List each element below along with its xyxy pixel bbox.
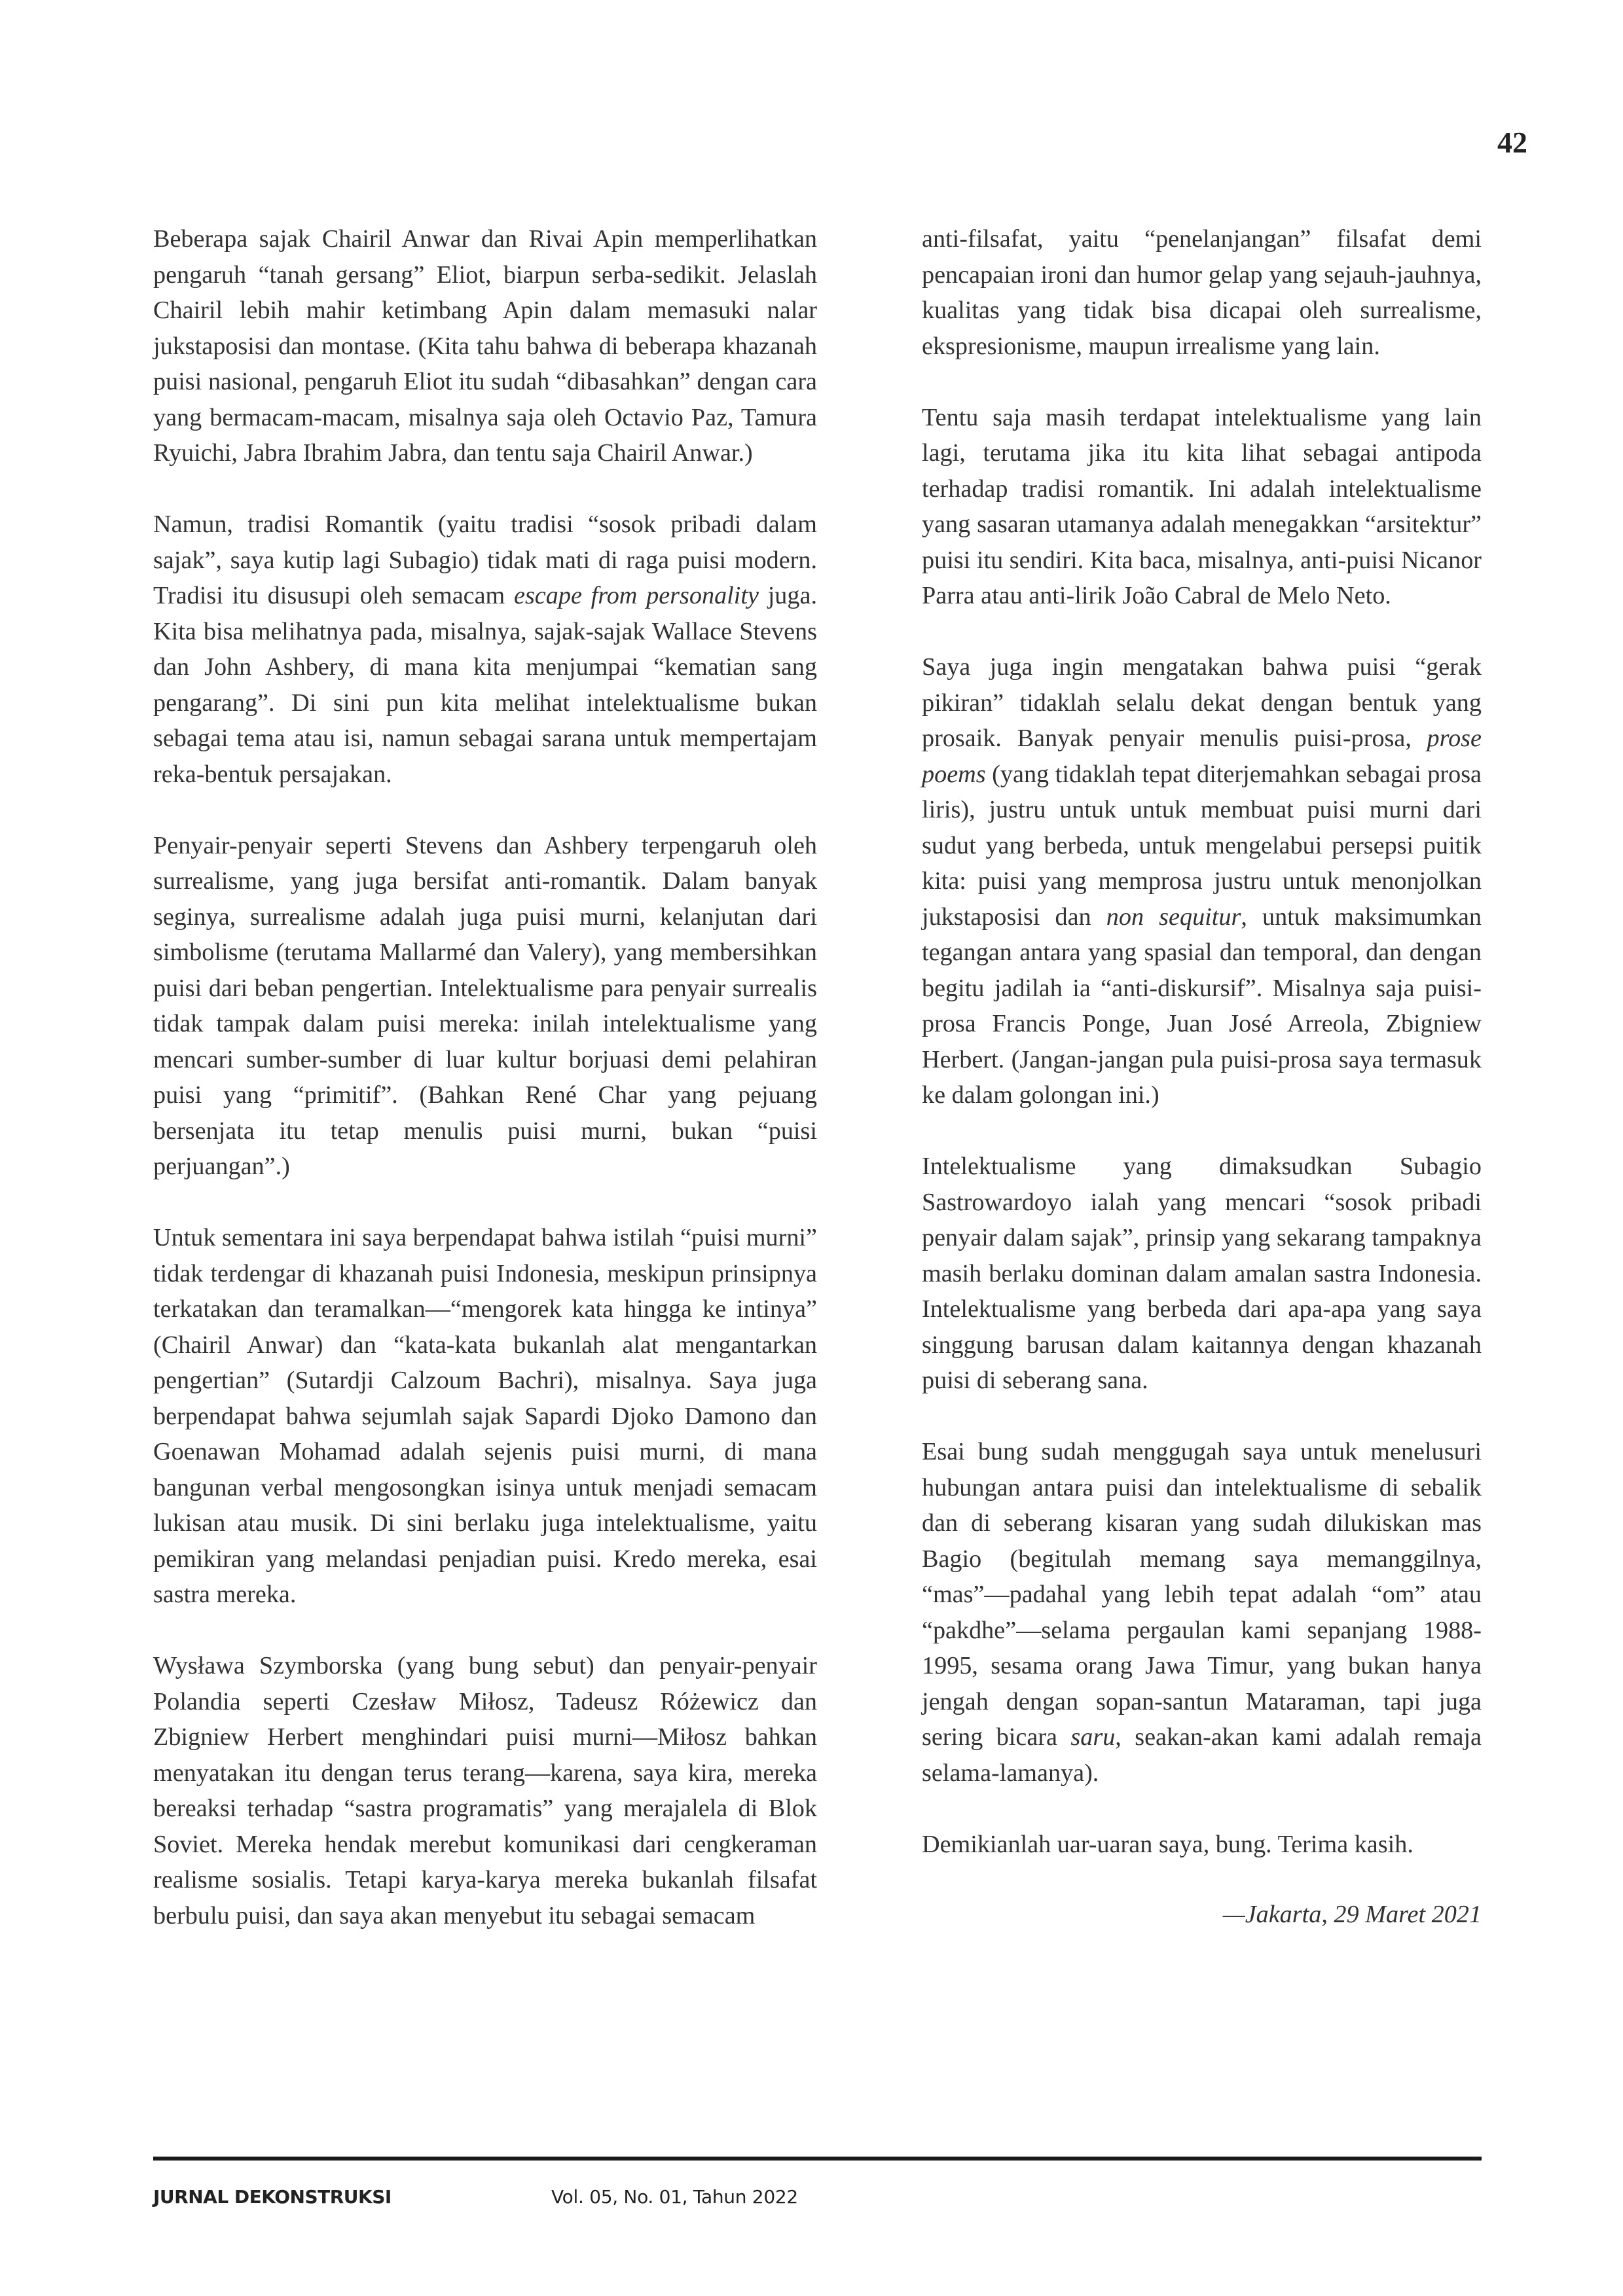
text-run: Saya juga ingin mengatakan bahwa puisi “gerak pikiran” tidaklah selalu dekat dengan bentuk yang prosaik. Banyak penyair menulis puisi-prosa, (922, 653, 1482, 752)
signature: —Jakarta, 29 Maret 2021 (1222, 1900, 1482, 1928)
italic-phrase: prose poems (922, 725, 1482, 788)
footer-divider (153, 2157, 1482, 2161)
paragraph (153, 507, 817, 792)
page-number: 42 (1497, 126, 1527, 159)
paragraph: Wysława Szymborska (yang bung sebut) dan penyair-penyair Polandia seperti Czesław Miłosz, Tadeusz Różewicz dan Zbigniew Herbert menghindari puisi murni—Miłosz bahkan menyatakan itu dengan terus terang—karena, saya kira, mereka bereaksi terhadap “sastra programatis” yang merajalela di Blok Soviet. Mereka hendak merebut komunikasi dari cengkeraman realisme sosialis. Tetapi karya-karya mereka bukanlah filsafat berbulu puisi, dan saya akan menyebut itu sebagai semacam (153, 1652, 817, 1929)
paragraph: Beberapa sajak Chairil Anwar dan Rivai Apin memperlihatkan pengaruh “tanah gersang” Eliot, biarpun serba-sedikit. Jelaslah Chairil lebih mahir ketimbang Apin dalam memasuki nalar jukstaposisi dan montase. (Kita tahu bahwa di beberapa khazanah puisi nasional, pengaruh Eliot itu sudah “dibasahkan” dengan cara yang bermacam-macam, misalnya saja oleh Octavio Paz, Tamura Ryuichi, Jabra Ibrahim Jabra, dan tentu saja Chairil Anwar.) (153, 225, 817, 467)
paragraph (922, 1434, 1482, 1791)
italic-phrase: escape from personality (514, 582, 759, 609)
italic-phrase: saru (1070, 1723, 1116, 1751)
text-run: Namun, tradisi Romantik (yaitu tradisi “sosok pribadi dalam sajak”, saya kutip lagi Subagio) tidak mati di raga puisi modern. Tradisi itu disusupi oleh semacam (153, 511, 817, 609)
right-column (922, 221, 1482, 1932)
paragraph (922, 649, 1482, 1113)
text-run: , untuk maksimumkan tegangan antara yang spasial dan temporal, dan dengan begitu jadilah ia “anti-diskursif”. Misalnya saja puisi-prosa Francis Ponge, Juan José Arreola, Zbigniew Herbert. (Jangan-jangan pula puisi-prosa saya termasuk ke dalam golongan ini.) (922, 903, 1482, 1109)
paragraph: Tentu saja masih terdapat intelektualisme yang lain lagi, terutama jika itu kita lihat sebagai antipoda terhadap tradisi romantik. Ini adalah intelektualisme yang sasaran utamanya adalah menegakkan “arsitektur” puisi itu sendiri. Kita baca, misalnya, anti-puisi Nicanor Parra atau anti-lirik João Cabral de Melo Neto. (922, 403, 1482, 609)
paragraph: Intelektualisme yang dimaksudkan Subagio Sastrowardoyo ialah yang mencari “sosok pribadi penyair dalam sajak”, prinsip yang sekarang tampaknya masih berlaku dominan dalam amalan sastra Indonesia. Intelektualisme yang berbeda dari apa-apa yang saya singgung barusan dalam kaitannya dengan khazanah puisi di seberang sana. (922, 1153, 1482, 1394)
volume-info: Vol. 05, No. 01, Tahun 2022 (551, 2186, 798, 2208)
text-run: juga. Kita bisa melihatnya pada, misalnya, sajak-sajak Wallace Stevens dan John Ashbery, di mana kita menjumpai “kematian sang pengarang”. Di sini pun kita melihat intelektualisme bukan sebagai tema atau isi, namun sebagai sarana untuk mempertajam reka-bentuk persajakan. (153, 582, 817, 788)
italic-phrase: non sequitur (1106, 903, 1241, 931)
left-column (153, 221, 817, 1933)
text-run: Esai bung sudah menggugah saya untuk menelusuri hubungan antara puisi dan intelektualisme di sebalik dan di seberang kisaran yang sudah dilukiskan mas Bagio (begitulah memang saya memanggilnya, “mas”—padahal yang lebih tepat adalah “om” atau “pakdhe”—selama pergaulan kami sepanjang 1988-1995, sesama orang Jawa Timur, yang bukan hanya jengah dengan sopan-santun Mataraman, tapi juga sering bicara (922, 1438, 1482, 1751)
paragraph: Untuk sementara ini saya berpendapat bahwa istilah “puisi murni” tidak terdengar di khazanah puisi Indonesia, meskipun prinsipnya terkatakan dan teramalkan—“mengorek kata hingga ke intinya” (Chairil Anwar) dan “kata-kata bukanlah alat mengantarkan pengertian” (Sutardji Calzoum Bachri), misalnya. Saya juga berpendapat bahwa sejumlah sajak Sapardi Djoko Damono dan Goenawan Mohamad adalah sejenis puisi murni, di mana bangunan verbal mengosongkan isinya untuk menjadi semacam lukisan atau musik. Di sini berlaku juga intelektualisme, yaitu pemikiran yang melandasi penjadian puisi. Kredo mereka, esai sastra mereka. (153, 1224, 817, 1608)
paragraph: Penyair-penyair seperti Stevens dan Ashbery terpengaruh oleh surrealisme, yang juga bersifat anti-romantik. Dalam banyak seginya, surrealisme adalah juga puisi murni, kelanjutan dari simbolisme (terutama Mallarmé dan Valery), yang membersihkan puisi dari beban pengertian. Intelektualisme para penyair surrealis tidak tampak dalam puisi mereka: inilah intelektualisme yang mencari sumber-sumber di luar kultur borjuasi demi pelahiran puisi yang “primitif”. (Bahkan René Char yang pejuang bersenjata itu tetap menulis puisi murni, bukan “puisi perjuangan”.) (153, 831, 817, 1180)
paragraph: anti-filsafat, yaitu “penelanjangan” filsafat demi pencapaian ironi dan humor gelap yang sejauh-jauhnya, kualitas yang tidak bisa dicapai oleh surrealisme, ekspresionisme, maupun irrealisme yang lain. (922, 225, 1482, 360)
journal-name: JURNAL DEKONSTRUKSI (153, 2186, 392, 2208)
text-run: (yang tidaklah tepat diterjemahkan sebagai prosa liris), justru untuk untuk membuat puisi murni dari sudut yang berbeda, untuk mengelabui persepsi puitik kita: puisi yang memprosa justru untuk menonjolkan jukstaposisi dan (922, 760, 1482, 931)
text-run: , seakan-akan kami adalah remaja selama-lamanya). (922, 1723, 1482, 1787)
paragraph: Demikianlah uar-uaran saya, bung. Terima kasih. (922, 1830, 1413, 1858)
